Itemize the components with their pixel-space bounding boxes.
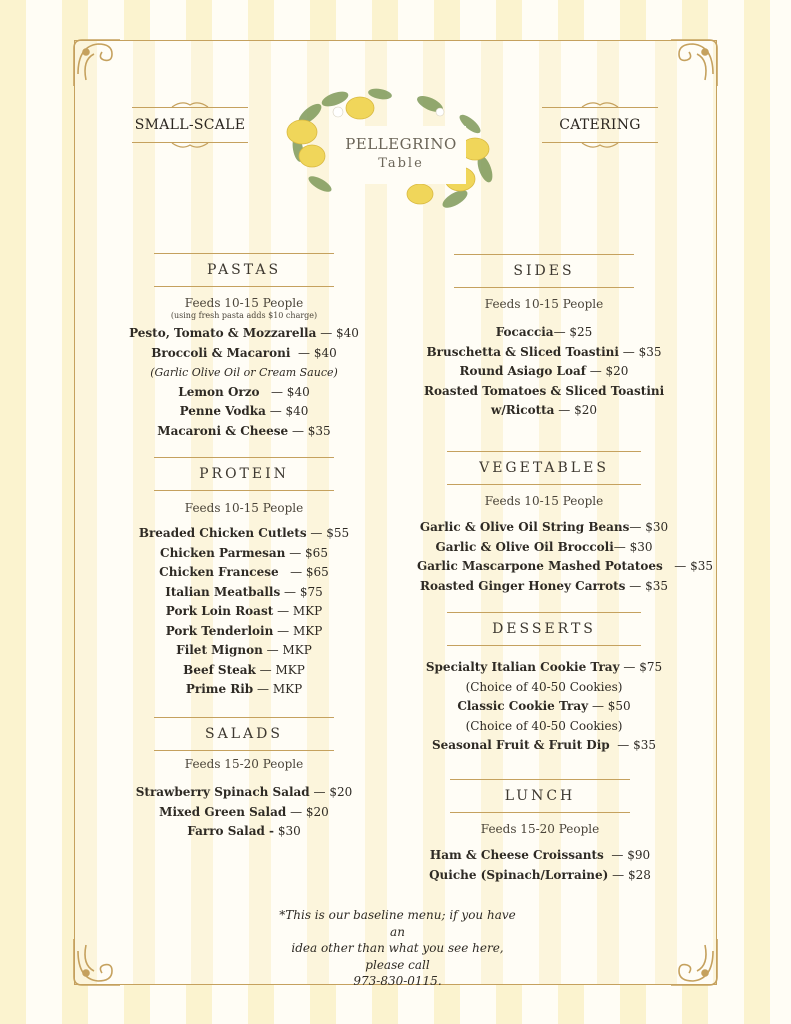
menu-item-list [424,323,664,421]
fresh-pasta-note: (using fresh pasta adds $10 charge) [170,311,318,320]
menu-item-price: — $35 [625,578,668,593]
menu-item-list [417,518,713,596]
menu-item-price: — $20 [309,785,353,799]
menu-item-name: Roasted Ginger Honey Carrots [420,578,626,593]
menu-item-price: — $65 [285,545,328,560]
footer-line: idea other than what you see here, please call [291,941,504,972]
corner-flourish-icon [68,34,126,92]
menu-item [420,846,660,866]
menu-item-name: Classic Cookie Tray [457,699,589,713]
desserts-section [417,612,671,756]
menu-item-name: Mixed Green Salad [159,804,287,819]
menu-item-name: Specialty Italian Cookie Tray [425,660,620,674]
menu-item-note: (Choice of 40-50 Cookies) [465,718,623,733]
menu-item-name: Bruschetta & Sliced Toastini [426,344,619,359]
menu-item-price: — $35 [662,559,713,573]
menu-item [420,866,660,886]
menu-item-name: Focaccia [495,325,554,339]
menu-item-name: Garlic & Olive Oil Broccoli [435,539,614,554]
menu-item-name: Pesto, Tomato & Mozzarella [129,326,317,340]
menu-item-name: Farro Salad - [187,824,275,838]
menu-item [124,622,364,642]
menu-item [424,323,664,343]
brand-subtitle: Table [378,156,424,171]
menu-item [124,822,364,842]
menu-item [124,383,364,403]
vegetables-section [417,451,713,596]
menu-item [124,402,364,422]
corner-flourish-icon [665,933,723,991]
menu-item-price: — $75 [619,660,663,674]
menu-item-note: (Garlic Olive Oil or Cream Sauce) [150,366,338,379]
menu-item-price: — $75 [280,584,323,599]
menu-item-list [420,846,660,885]
menu-item-price: — $20 [286,804,329,819]
menu-item-name: Penne Vodka [179,404,266,418]
menu-item-list [124,324,364,441]
menu-item-price: — MKP [262,643,312,657]
menu-item-list [417,658,671,756]
menu-item-name: Beef Steak [183,662,256,677]
small-scale-label [132,107,248,143]
menu-item [417,557,713,577]
sides-section [424,254,664,421]
menu-item [124,641,364,661]
menu-item [417,538,671,558]
menu-item [124,803,364,823]
menu-item-price: — $28 [608,867,651,882]
menu-item-price: — $55 [306,526,350,540]
section-heading: SIDES [454,254,634,288]
menu-item [124,344,364,364]
lunch-section [420,779,660,885]
catering-text: CATERING [559,117,641,133]
menu-item-name: Ham & Cheese Croissants [429,848,604,862]
menu-item-list [124,524,364,700]
ornament-icon [542,100,658,108]
footer-note [270,907,525,990]
menu-item-name: Prime Rib [185,682,254,696]
menu-item [424,401,664,421]
serving-size: Feeds 10-15 People [184,501,304,515]
corner-flourish-icon [68,933,126,991]
menu-item [424,382,664,402]
menu-item [124,563,364,583]
menu-item-note: (Choice of 40-50 Cookies) [465,679,623,694]
menu-item-price: $30 [274,824,301,838]
serving-size: Feeds 10-15 People [484,297,604,311]
menu-item [124,602,364,622]
menu-item [417,697,671,717]
serving-size: Feeds 15-20 People [480,822,600,836]
menu-item-name: w/Ricotta [491,403,555,417]
menu-item [124,680,364,700]
menu-item [124,661,364,681]
menu-item [124,422,364,442]
menu-item-price: — MKP [253,682,303,696]
menu-item-name: Quiche (Spinach/Lorraine) [429,867,609,882]
menu-item-name: Strawberry Spinach Salad [135,785,310,799]
menu-item-price: — $35 [618,344,662,359]
catering-label [542,107,658,143]
menu-item-name: Macaroni & Cheese [157,423,289,438]
menu-item [124,583,364,603]
menu-item [417,577,671,597]
section-heading: SALADS [154,717,334,751]
ornament-icon [542,142,658,150]
menu-item [124,324,364,344]
menu-item [417,518,671,538]
menu-item-price: — $40 [290,345,337,360]
menu-item-price: — $90 [603,848,651,862]
menu-item-name: Broccoli & Macaroni [151,345,291,360]
section-heading: PASTAS [154,253,334,287]
menu-item-name: Breaded Chicken Cutlets [138,526,307,540]
menu-item-price: — $40 [265,404,309,418]
menu-item-name: Seasonal Fruit & Fruit Dip [431,738,610,752]
menu-item [417,736,671,756]
menu-item-name: Pork Tenderloin [165,623,274,638]
menu-item [424,343,664,363]
menu-item [124,544,364,564]
pastas-section [124,253,364,441]
menu-item [124,783,364,803]
ornament-icon [132,142,248,150]
menu-item-price: — $50 [588,699,631,713]
salads-section [124,717,364,842]
menu-item-price: — MKP [273,623,323,638]
menu-item-name: Chicken Francese [159,565,279,579]
menu-item-price: — $40 [316,326,359,340]
menu-item-price: — $35 [609,738,657,752]
section-heading: VEGETABLES [447,451,641,485]
section-heading: LUNCH [450,779,630,813]
menu-item-name: Roasted Tomatoes & Sliced Toastini [424,383,665,398]
menu-item-price: — $20 [554,403,597,417]
menu-item-name: Chicken Parmesan [160,545,286,560]
section-heading: PROTEIN [154,457,334,491]
section-heading: DESSERTS [447,612,641,646]
footer-phone: 973-830-0115. [353,974,442,988]
menu-item-price: — MKP [255,662,305,677]
brand-name: PELLEGRINO [345,135,457,153]
menu-item-price: — $30 [629,520,669,534]
menu-item-name: Garlic Mascarpone Mashed Potatoes [417,559,663,573]
serving-size: Feeds 10-15 People [484,494,604,508]
menu-item-price: — $25 [553,325,593,339]
ornament-icon [132,100,248,108]
menu-item-price: — $35 [288,423,331,438]
menu-item-name: Round Asiago Loaf [459,364,586,378]
menu-item [424,362,664,382]
menu-item-price: — $30 [613,539,653,554]
corner-flourish-icon [665,34,723,92]
menu-item [417,658,671,678]
serving-size: Feeds 10-15 People [184,296,304,310]
menu-item-price: — $65 [278,565,329,579]
menu-item-name: Filet Mignon [176,643,263,657]
menu-item-price: — MKP [273,604,323,618]
menu-item-name: Lemon Orzo [178,384,260,399]
menu-item-price: — $20 [585,364,629,378]
menu-item-name: Pork Loin Roast [165,604,274,618]
menu-item-list [124,783,364,842]
serving-size: Feeds 15-20 People [184,757,304,771]
menu-item-name: Italian Meatballs [165,584,281,599]
small-scale-text: SMALL-SCALE [134,117,246,133]
menu-item [124,524,364,544]
protein-section [124,457,364,700]
menu-item-name: Garlic & Olive Oil String Beans [419,520,630,534]
menu-item-price: — $40 [259,384,310,399]
brand-logo [336,126,466,184]
footer-line: *This is our baseline menu; if you have an [279,908,516,939]
